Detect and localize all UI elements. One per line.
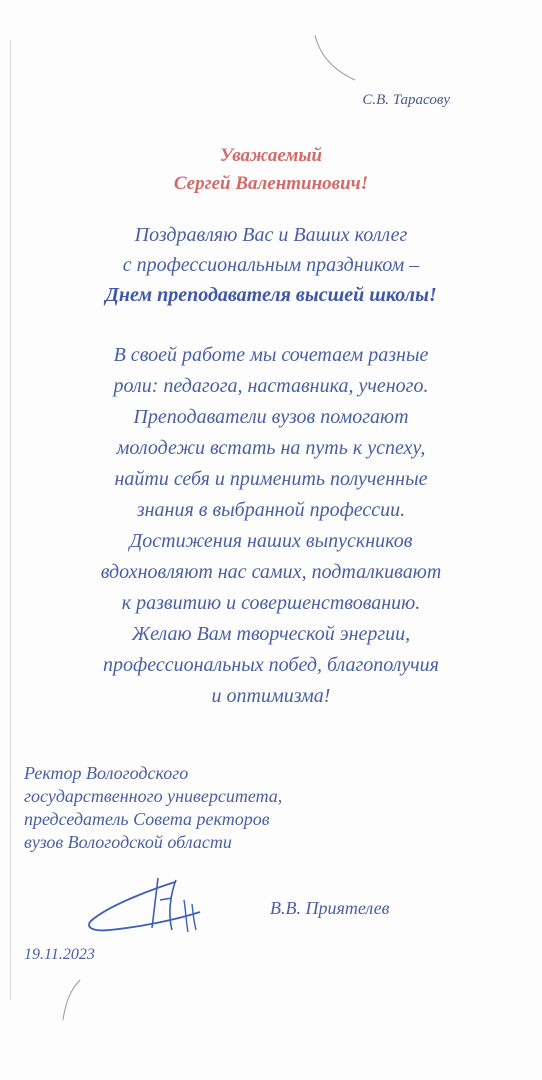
signatory-line: Ректор Вологодского (24, 763, 189, 783)
holiday-name: Днем преподавателя высшей школы! (105, 284, 437, 306)
body-line: роли: педагога, наставника, ученого. (113, 375, 429, 397)
greeting-line-2: Сергей Валентинович! (173, 173, 369, 194)
signatory-line: вузов Вологодской области (24, 832, 232, 852)
signatory-title (24, 762, 282, 854)
body-line: знания в выбранной профессии. (136, 499, 406, 521)
addressee: С.В. Тарасову (362, 92, 450, 108)
body-line: Достижения наших выпускников (129, 530, 413, 552)
intro-line-1: Поздравляю Вас и Ваших коллег (134, 224, 408, 246)
signer-name: В.В. Приятелев (270, 898, 390, 918)
body-line: к развитию и совершенствованию. (121, 592, 421, 614)
intro-paragraph (0, 220, 542, 310)
intro-line-2: с профессиональным праздником – (122, 254, 420, 276)
body-line: молодежи встать на путь к успеху, (116, 437, 426, 459)
greeting-line-1: Уважаемый (219, 145, 323, 166)
signatory-line: государственного университета, (24, 786, 283, 806)
body-paragraph (0, 340, 542, 712)
body-line: В своей работе мы сочетаем разные (113, 344, 429, 366)
body-line: вдохновляют нас самих, подталкивают (100, 561, 442, 583)
letter-date: 19.11.2023 (24, 946, 95, 963)
body-line: профессиональных побед, благополучия (103, 654, 439, 676)
fold-mark (300, 20, 360, 90)
greeting (0, 142, 542, 198)
corner-mark (55, 975, 95, 1025)
body-line: Желаю Вам творческой энергии, (131, 623, 411, 645)
body-line: найти себя и применить полученные (114, 468, 428, 490)
handwritten-signature (80, 870, 220, 940)
signatory-line: председатель Совета ректоров (24, 809, 270, 829)
body-line: Преподаватели вузов помогают (133, 406, 409, 428)
body-line: и оптимизма! (211, 685, 331, 707)
